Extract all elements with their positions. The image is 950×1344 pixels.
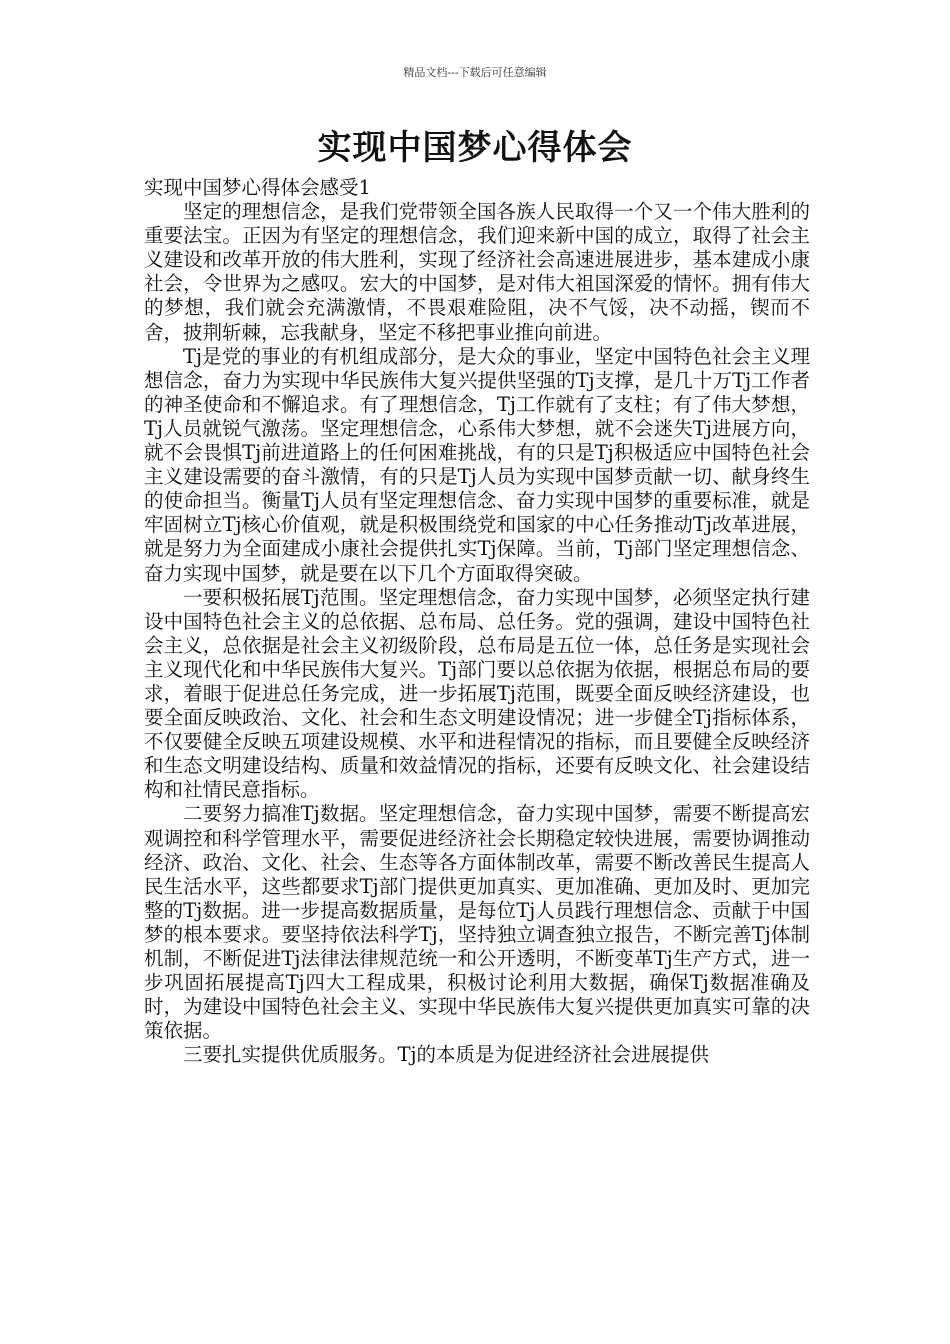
document-title: 实现中国梦心得体会	[317, 128, 633, 168]
section-subtitle: 实现中国梦心得体会感受1	[144, 176, 371, 199]
paragraph-3: 一要积极拓展Tj范围。坚定理想信念，奋力实现中国梦，必须坚定执行建设中国特色社会主义的总依据、总布局、总任务。党的强调，建设中国特色社会主义，总依据是社会主义初级阶段，总布局是五位一体，总任务是实现社会主义现代化和中华民族伟大复兴。Tj部门要以总依据为依据，根据总布局的要求，着眼于促进总任务完成，进一步拓展Tj范围，既要全面反映经济建设，也要全面反映政治、文化、社会和生态文明建设情况；进一步健全Tj指标体系，不仅要健全反映五项建设规模、水平和进程情况的指标，而且要健全反映经济和生态文明建设结构、质量和效益情况的指标，还要有反映文化、社会建设结构和社情民意指标。	[144, 585, 810, 802]
page-header: 精品文档---下载后可任意编辑	[403, 66, 547, 79]
paragraph-2: Tj是党的事业的有机组成部分，是大众的事业，坚定中国特色社会主义理想信念，奋力为实现中华民族伟大复兴提供坚强的Tj支撑，是几十万Tj工作者的神圣使命和不懈追求。有了理想信念，Tj工作就有了支柱；有了伟大梦想，Tj人员就锐气激荡。坚定理想信念，心系伟大梦想，就不会迷失Tj进展方向，就不会畏惧Tj前进道路上的任何困难挑战，有的只是Tj积极适应中国特色社会主义建设需要的奋斗激情，有的只是Tj人员为实现中国梦贡献一切、献身终生的使命担当。衡量Tj人员有坚定理想信念、奋力实现中国梦的重要标准，就是牢固树立Tj核心价值观，就是积极围绕党和国家的中心任务推动Tj改革进展，就是努力为全面建成小康社会提供扎实Tj保障。当前，Tj部门坚定理想信念、奋力实现中国梦，就是要在以下几个方面取得突破。	[144, 344, 810, 585]
paragraph-4: 二要努力搞准Tj数据。坚定理想信念，奋力实现中国梦，需要不断提高宏观调控和科学管理水平，需要促进经济社会长期稳定较快进展，需要协调推动经济、政治、文化、社会、生态等各方面体制改革，需要不断改善民生提高人民生活水平，这些都要求Tj部门提供更加真实、更加准确、更加及时、更加完整的Tj数据。进一步提高数据质量，是每位Tj人员践行理想信念、贡献于中国梦的根本要求。要坚持依法科学Tj，坚持独立调查独立报告，不断完善Tj体制机制，不断促进Tj法律法律规范统一和公开透明，不断变革Tj生产方式，进一步巩固拓展提高Tj四大工程成果，积极讨论利用大数据，确保Tj数据准确及时，为建设中国特色社会主义、实现中华民族伟大复兴提供更加真实可靠的决策依据。	[144, 802, 810, 1043]
paragraph-1: 坚定的理想信念，是我们党带领全国各族人民取得一个又一个伟大胜利的重要法宝。正因为有坚定的理想信念，我们迎来新中国的成立，取得了社会主义建设和改革开放的伟大胜利，实现了经济社会高速进展进步，基本建成小康社会，令世界为之感叹。宏大的中国梦，是对伟大祖国深爱的情怀。拥有伟大的梦想，我们就会充满激情，不畏艰难险阻，决不气馁，决不动摇，锲而不舍，披荆斩棘，忘我献身，坚定不移把事业推向前进。	[144, 200, 810, 344]
paragraph-5: 三要扎实提供优质服务。Tj的本质是为促进经济社会进展提供	[183, 1043, 710, 1067]
document-body	[144, 176, 810, 1067]
